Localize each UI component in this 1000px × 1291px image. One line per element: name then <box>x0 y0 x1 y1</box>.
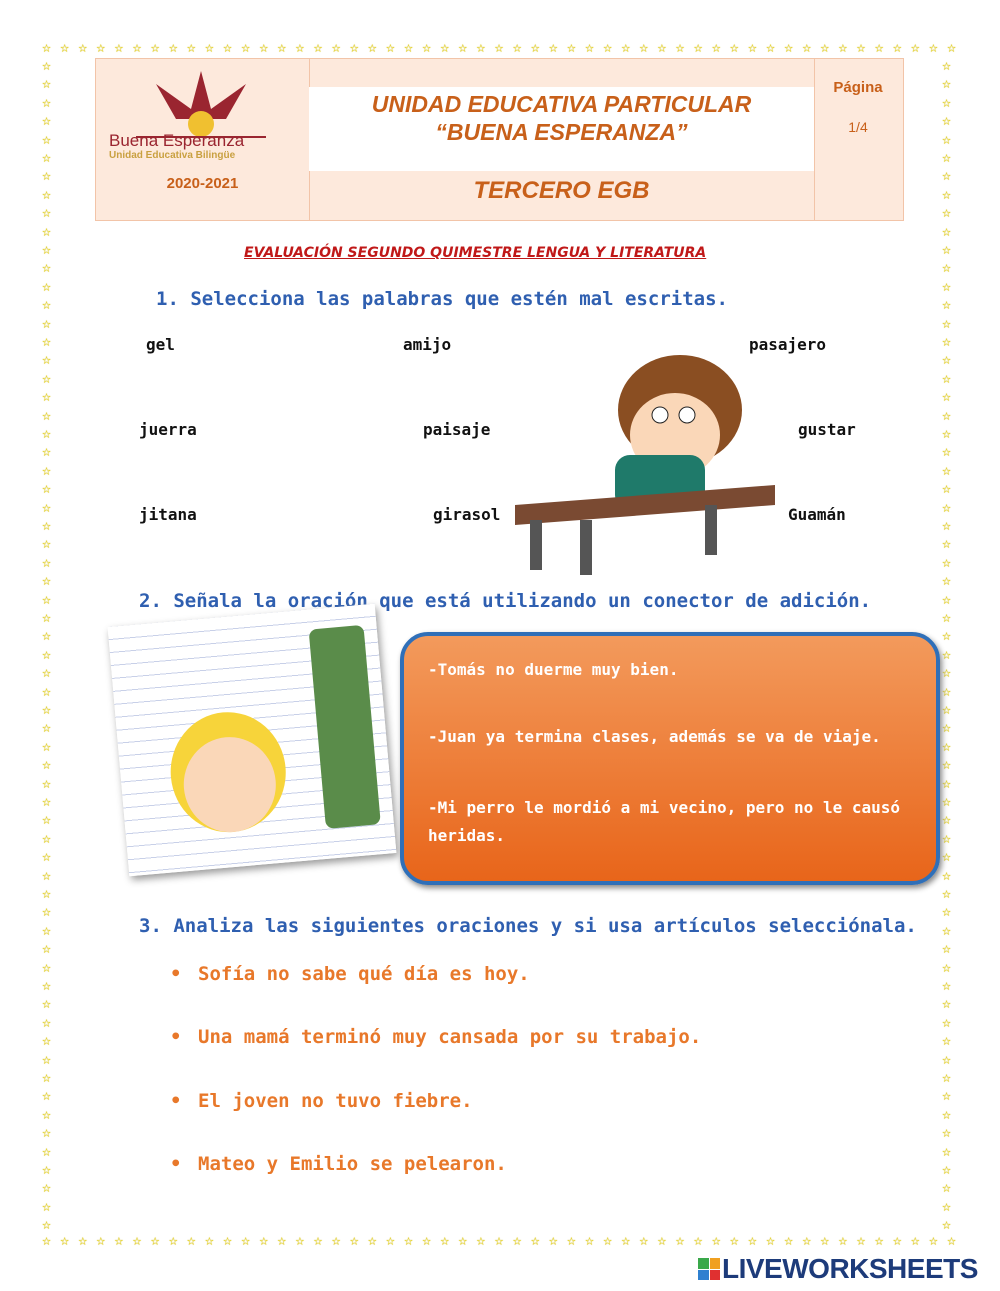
star-icon: ☆ <box>223 38 233 56</box>
star-icon: ☆ <box>42 663 52 682</box>
star-icon: ☆ <box>42 56 52 74</box>
star-icon: ☆ <box>186 38 196 56</box>
star-icon: ☆ <box>942 56 952 74</box>
star-icon: ☆ <box>693 38 703 56</box>
sentence-text: Mateo y Emilio se pelearon. <box>198 1153 507 1175</box>
star-icon: ☆ <box>947 1231 957 1249</box>
star-icon: ☆ <box>892 1231 902 1249</box>
star-icon: ☆ <box>942 1123 952 1142</box>
word-option[interactable]: Guamán <box>788 505 846 524</box>
star-icon: ☆ <box>42 1160 52 1178</box>
star-icon: ☆ <box>942 258 952 277</box>
star-icon: ☆ <box>458 1231 468 1249</box>
star-icon: ☆ <box>675 1231 685 1249</box>
sentence-item[interactable] <box>170 1090 473 1112</box>
star-icon: ☆ <box>42 1196 52 1215</box>
star-icon: ☆ <box>42 939 52 958</box>
star-icon: ☆ <box>942 184 952 203</box>
header-table <box>95 58 904 221</box>
star-icon: ☆ <box>42 736 52 755</box>
star-icon: ☆ <box>942 1196 952 1215</box>
star-icon: ☆ <box>42 534 52 553</box>
star-icon: ☆ <box>942 534 952 553</box>
star-icon: ☆ <box>942 792 952 810</box>
star-icon: ☆ <box>42 38 52 56</box>
star-icon: ☆ <box>367 38 377 56</box>
star-icon: ☆ <box>621 38 631 56</box>
star-icon: ☆ <box>42 221 52 240</box>
star-icon: ☆ <box>42 1086 52 1105</box>
star-icon: ☆ <box>784 38 794 56</box>
star-icon: ☆ <box>259 38 269 56</box>
star-icon: ☆ <box>295 1231 305 1249</box>
sentence-item[interactable] <box>170 1026 701 1048</box>
star-icon: ☆ <box>639 1231 649 1249</box>
star-icon: ☆ <box>639 38 649 56</box>
star-icon: ☆ <box>942 1215 952 1234</box>
star-icon: ☆ <box>942 847 952 866</box>
star-icon: ☆ <box>657 1231 667 1249</box>
star-icon: ☆ <box>747 38 757 56</box>
star-icon: ☆ <box>42 460 52 479</box>
sentence-item[interactable] <box>170 963 530 985</box>
logo-icon <box>136 69 266 139</box>
star-icon: ☆ <box>942 1160 952 1178</box>
star-icon: ☆ <box>766 1231 776 1249</box>
grade: TERCERO EGB <box>473 177 650 204</box>
star-icon: ☆ <box>42 681 52 700</box>
star-icon: ☆ <box>422 1231 432 1249</box>
star-icon: ☆ <box>820 38 830 56</box>
star-icon: ☆ <box>942 1031 952 1050</box>
star-icon: ☆ <box>42 1104 52 1123</box>
star-icon: ☆ <box>223 1231 233 1249</box>
star-icon: ☆ <box>42 884 52 902</box>
star-icon: ☆ <box>114 38 124 56</box>
star-icon: ☆ <box>838 38 848 56</box>
page-label: Página <box>833 79 883 96</box>
star-icon: ☆ <box>42 148 52 166</box>
sentence-text: El joven no tuvo fiebre. <box>198 1090 473 1112</box>
star-icon: ☆ <box>150 38 160 56</box>
star-icon: ☆ <box>458 38 468 56</box>
star-icon: ☆ <box>928 38 938 56</box>
word-option[interactable]: paisaje <box>423 420 491 439</box>
star-icon: ☆ <box>942 424 952 442</box>
star-icon: ☆ <box>942 295 952 314</box>
star-icon: ☆ <box>530 38 540 56</box>
star-icon: ☆ <box>42 1231 52 1249</box>
liveworksheets-brand: LIVEWORKSHEETS <box>722 1253 978 1284</box>
star-icon: ☆ <box>874 1231 884 1249</box>
thinking-boy-illustration <box>515 330 805 595</box>
star-icon: ☆ <box>42 589 52 608</box>
star-icon: ☆ <box>942 387 952 406</box>
question-2-prompt: 2. Señala la oración que está utilizando un conector de adición. <box>139 590 872 612</box>
star-icon: ☆ <box>204 1231 214 1249</box>
word-option[interactable]: pasajero <box>749 335 827 354</box>
star-icon: ☆ <box>874 38 884 56</box>
star-icon: ☆ <box>494 1231 504 1249</box>
star-icon: ☆ <box>385 1231 395 1249</box>
star-icon: ☆ <box>942 681 952 700</box>
star-icon: ☆ <box>942 608 952 626</box>
star-icon: ☆ <box>42 792 52 810</box>
sentence-text: Sofía no sabe qué día es hoy. <box>198 963 530 985</box>
word-option[interactable]: gustar <box>798 420 856 439</box>
star-icon: ☆ <box>942 460 952 479</box>
star-icon: ☆ <box>42 276 52 295</box>
star-icon: ☆ <box>942 497 952 516</box>
word-option[interactable]: amijo <box>403 335 452 354</box>
star-icon: ☆ <box>42 755 52 774</box>
star-icon: ☆ <box>942 1086 952 1105</box>
star-icon: ☆ <box>942 479 952 498</box>
star-icon: ☆ <box>942 902 952 921</box>
star-icon: ☆ <box>42 571 52 590</box>
star-icon: ☆ <box>42 313 52 332</box>
page-cell <box>814 59 902 220</box>
star-icon: ☆ <box>349 38 359 56</box>
star-icon: ☆ <box>404 1231 414 1249</box>
word-option[interactable]: jitana <box>139 505 197 524</box>
star-icon: ☆ <box>42 1178 52 1197</box>
girl-school-illustration <box>108 604 397 876</box>
star-icon: ☆ <box>548 1231 558 1249</box>
star-icon: ☆ <box>942 148 952 166</box>
star-icon: ☆ <box>942 111 952 130</box>
star-icon: ☆ <box>331 38 341 56</box>
star-icon: ☆ <box>42 405 52 424</box>
star-icon: ☆ <box>942 718 952 737</box>
star-icon: ☆ <box>132 38 142 56</box>
star-icon: ☆ <box>42 295 52 314</box>
star-icon: ☆ <box>942 240 952 258</box>
logo-subtitle: Unidad Educativa Bilingüe <box>109 150 236 161</box>
star-icon: ☆ <box>711 38 721 56</box>
star-icon: ☆ <box>295 38 305 56</box>
star-icon: ☆ <box>942 1012 952 1031</box>
star-icon: ☆ <box>856 38 866 56</box>
star-icon: ☆ <box>42 700 52 718</box>
star-icon: ☆ <box>942 571 952 590</box>
sentence-option[interactable]: -Mi perro le mordió a mi vecino, pero no le causó heridas. <box>428 798 901 845</box>
sentence-option[interactable]: -Juan ya termina clases, además se va de viaje. <box>428 727 881 746</box>
exam-title: EVALUACIÓN SEGUNDO QUIMESTRE LENGUA Y LITERATURA <box>244 245 707 261</box>
star-icon: ☆ <box>942 1068 952 1086</box>
star-icon: ☆ <box>942 755 952 774</box>
word-option[interactable]: juerra <box>139 420 197 439</box>
star-icon: ☆ <box>942 736 952 755</box>
star-icon: ☆ <box>42 332 52 350</box>
star-icon: ☆ <box>942 976 952 994</box>
star-icon: ☆ <box>942 332 952 350</box>
star-icon: ☆ <box>42 773 52 792</box>
star-icon: ☆ <box>42 865 52 884</box>
star-icon: ☆ <box>42 442 52 461</box>
star-icon: ☆ <box>476 38 486 56</box>
star-icon: ☆ <box>942 810 952 829</box>
star-icon: ☆ <box>42 552 52 571</box>
logo-cell <box>96 59 310 220</box>
star-icon: ☆ <box>942 405 952 424</box>
word-option[interactable]: girasol <box>433 505 501 524</box>
star-icon: ☆ <box>331 1231 341 1249</box>
star-icon: ☆ <box>42 976 52 994</box>
star-icon: ☆ <box>42 1012 52 1031</box>
star-icon: ☆ <box>313 38 323 56</box>
school-year: 2020-2021 <box>166 175 239 192</box>
star-icon: ☆ <box>476 1231 486 1249</box>
star-icon: ☆ <box>42 1068 52 1086</box>
star-icon: ☆ <box>942 203 952 222</box>
star-icon: ☆ <box>96 1231 106 1249</box>
star-icon: ☆ <box>942 865 952 884</box>
star-icon: ☆ <box>928 1231 938 1249</box>
star-icon: ☆ <box>349 1231 359 1249</box>
star-icon: ☆ <box>42 847 52 866</box>
star-icon: ☆ <box>277 38 287 56</box>
question-1-prompt: 1. Selecciona las palabras que estén mal escritas. <box>156 288 728 310</box>
star-icon: ☆ <box>693 1231 703 1249</box>
star-icon: ☆ <box>277 1231 287 1249</box>
star-icon: ☆ <box>942 920 952 939</box>
star-icon: ☆ <box>42 718 52 737</box>
star-icon: ☆ <box>566 1231 576 1249</box>
star-icon: ☆ <box>802 38 812 56</box>
star-icon: ☆ <box>566 38 576 56</box>
star-icon: ☆ <box>440 1231 450 1249</box>
star-icon: ☆ <box>585 38 595 56</box>
star-icon: ☆ <box>942 957 952 976</box>
star-icon: ☆ <box>942 129 952 148</box>
star-icon: ☆ <box>838 1231 848 1249</box>
school-name-line2: “BUENA ESPERANZA” <box>435 119 688 145</box>
star-icon: ☆ <box>530 1231 540 1249</box>
star-icon: ☆ <box>942 884 952 902</box>
sentence-option[interactable]: -Tomás no duerme muy bien. <box>428 660 679 679</box>
star-icon: ☆ <box>42 957 52 976</box>
star-icon: ☆ <box>440 38 450 56</box>
star-icon: ☆ <box>204 38 214 56</box>
star-icon: ☆ <box>892 38 902 56</box>
star-icon: ☆ <box>132 1231 142 1249</box>
star-icon: ☆ <box>42 240 52 258</box>
star-icon: ☆ <box>42 424 52 442</box>
star-icon: ☆ <box>42 810 52 829</box>
star-icon: ☆ <box>42 92 52 111</box>
star-icon: ☆ <box>942 828 952 847</box>
star-icon: ☆ <box>675 38 685 56</box>
star-icon: ☆ <box>42 644 52 663</box>
star-icon: ☆ <box>313 1231 323 1249</box>
star-icon: ☆ <box>42 74 52 93</box>
star-icon: ☆ <box>942 663 952 682</box>
star-icon: ☆ <box>42 368 52 387</box>
star-icon: ☆ <box>942 1178 952 1197</box>
star-icon: ☆ <box>150 1231 160 1249</box>
star-icon: ☆ <box>621 1231 631 1249</box>
star-icon: ☆ <box>820 1231 830 1249</box>
sentence-item[interactable] <box>170 1153 507 1175</box>
star-icon: ☆ <box>942 350 952 369</box>
star-icon: ☆ <box>942 644 952 663</box>
star-icon: ☆ <box>42 203 52 222</box>
star-icon: ☆ <box>42 1031 52 1050</box>
star-icon: ☆ <box>259 1231 269 1249</box>
liveworksheets-logo-icon <box>698 1258 720 1280</box>
star-icon: ☆ <box>186 1231 196 1249</box>
school-name-line1: UNIDAD EDUCATIVA PARTICULAR <box>371 91 752 117</box>
logo-name: Buena Esperanza <box>109 131 245 150</box>
star-icon: ☆ <box>385 38 395 56</box>
star-icon: ☆ <box>60 1231 70 1249</box>
star-icon: ☆ <box>168 1231 178 1249</box>
star-icon: ☆ <box>603 1231 613 1249</box>
star-icon: ☆ <box>168 38 178 56</box>
star-icon: ☆ <box>910 38 920 56</box>
page-number: 1/4 <box>848 119 868 135</box>
star-icon: ☆ <box>942 589 952 608</box>
star-icon: ☆ <box>942 773 952 792</box>
star-icon: ☆ <box>42 608 52 626</box>
star-icon: ☆ <box>42 1123 52 1142</box>
star-icon: ☆ <box>747 1231 757 1249</box>
star-icon: ☆ <box>42 184 52 203</box>
star-icon: ☆ <box>404 38 414 56</box>
star-icon: ☆ <box>766 38 776 56</box>
star-icon: ☆ <box>548 38 558 56</box>
star-icon: ☆ <box>367 1231 377 1249</box>
star-icon: ☆ <box>114 1231 124 1249</box>
star-icon: ☆ <box>942 442 952 461</box>
star-icon: ☆ <box>942 552 952 571</box>
star-icon: ☆ <box>42 258 52 277</box>
star-icon: ☆ <box>96 38 106 56</box>
star-icon: ☆ <box>657 38 667 56</box>
star-icon: ☆ <box>241 1231 251 1249</box>
sentence-text: Una mamá terminó muy cansada por su trabajo. <box>198 1026 702 1048</box>
star-icon: ☆ <box>784 1231 794 1249</box>
star-icon: ☆ <box>512 38 522 56</box>
star-icon: ☆ <box>942 994 952 1013</box>
star-icon: ☆ <box>942 166 952 185</box>
star-icon: ☆ <box>42 516 52 534</box>
star-icon: ☆ <box>856 1231 866 1249</box>
star-icon: ☆ <box>60 38 70 56</box>
star-icon: ☆ <box>942 276 952 295</box>
star-icon: ☆ <box>78 38 88 56</box>
star-icon: ☆ <box>942 626 952 645</box>
star-icon: ☆ <box>942 74 952 93</box>
star-icon: ☆ <box>947 38 957 56</box>
star-icon: ☆ <box>942 700 952 718</box>
title-cell <box>309 59 815 220</box>
star-icon: ☆ <box>585 1231 595 1249</box>
star-icon: ☆ <box>942 1049 952 1068</box>
star-icon: ☆ <box>42 1215 52 1234</box>
star-icon: ☆ <box>42 902 52 921</box>
star-icon: ☆ <box>42 994 52 1013</box>
star-icon: ☆ <box>42 497 52 516</box>
star-icon: ☆ <box>942 221 952 240</box>
star-icon: ☆ <box>942 939 952 958</box>
star-icon: ☆ <box>42 1141 52 1160</box>
star-icon: ☆ <box>42 626 52 645</box>
star-icon: ☆ <box>942 368 952 387</box>
star-icon: ☆ <box>422 38 432 56</box>
star-icon: ☆ <box>42 166 52 185</box>
star-icon: ☆ <box>729 1231 739 1249</box>
star-icon: ☆ <box>942 516 952 534</box>
star-icon: ☆ <box>942 1104 952 1123</box>
star-icon: ☆ <box>603 38 613 56</box>
star-icon: ☆ <box>711 1231 721 1249</box>
star-icon: ☆ <box>241 38 251 56</box>
star-icon: ☆ <box>942 1141 952 1160</box>
question-3-prompt: 3. Analiza las siguientes oraciones y si usa artículos selecciónala. <box>139 915 917 937</box>
star-icon: ☆ <box>42 350 52 369</box>
word-option[interactable]: gel <box>146 335 175 354</box>
star-icon: ☆ <box>42 920 52 939</box>
star-icon: ☆ <box>42 479 52 498</box>
star-icon: ☆ <box>494 38 504 56</box>
star-icon: ☆ <box>942 92 952 111</box>
star-icon: ☆ <box>802 1231 812 1249</box>
star-icon: ☆ <box>42 129 52 148</box>
star-icon: ☆ <box>729 38 739 56</box>
star-icon: ☆ <box>42 828 52 847</box>
star-icon: ☆ <box>942 313 952 332</box>
star-icon: ☆ <box>78 1231 88 1249</box>
star-icon: ☆ <box>42 387 52 406</box>
star-icon: ☆ <box>910 1231 920 1249</box>
star-icon: ☆ <box>512 1231 522 1249</box>
star-icon: ☆ <box>42 111 52 130</box>
star-icon: ☆ <box>42 1049 52 1068</box>
